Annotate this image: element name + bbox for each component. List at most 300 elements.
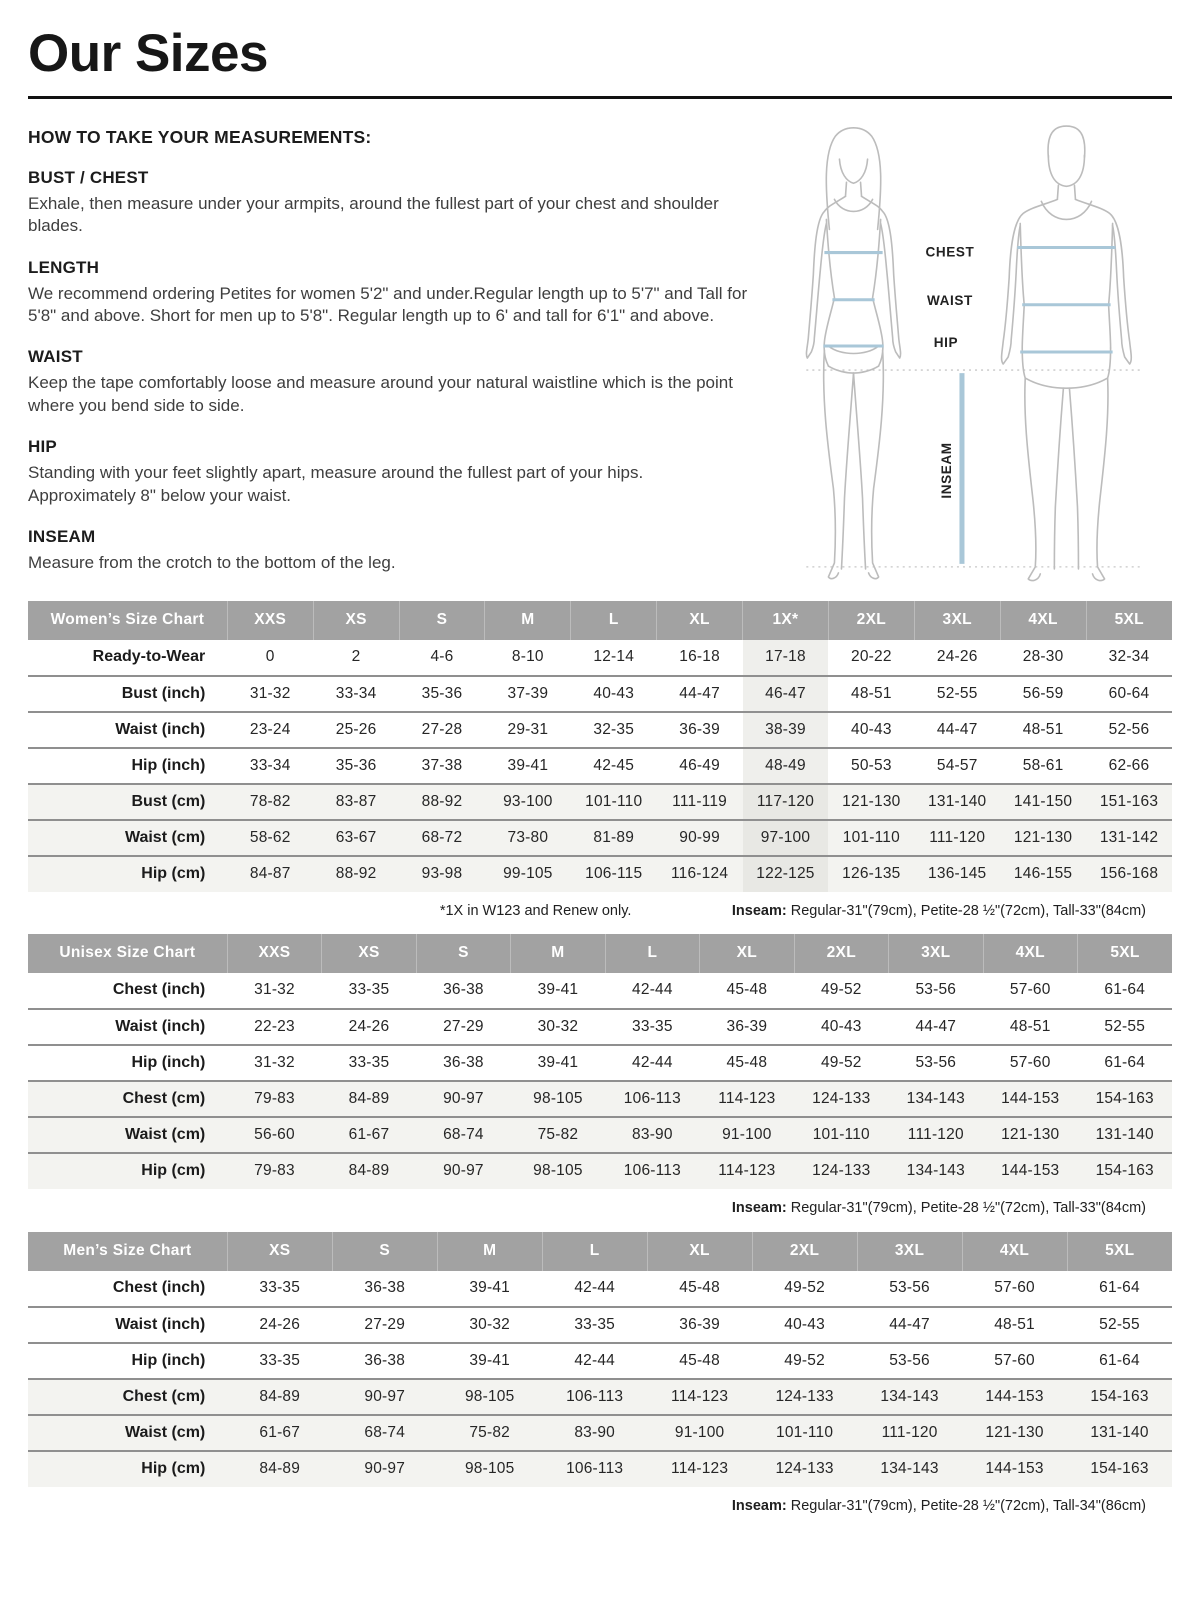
size-cell: 114-123	[700, 1153, 794, 1189]
size-cell: 62-66	[1086, 748, 1172, 784]
table-row	[28, 820, 1172, 856]
size-cell: 40-43	[752, 1307, 857, 1343]
size-cell: 75-82	[437, 1415, 542, 1451]
size-cell: 20-22	[851, 648, 892, 666]
men-inseam-note	[732, 1498, 1172, 1514]
size-cell: 37-38	[399, 748, 485, 784]
size-cell: 38-39	[743, 712, 829, 748]
size-cell: 90-97	[416, 1153, 510, 1189]
size-cell: 57-60	[983, 1045, 1077, 1081]
section-heading: INSEAM	[28, 527, 96, 547]
man-torso-right	[1109, 223, 1113, 348]
size-cell: 101-110	[828, 820, 914, 856]
size-cell: 97-100	[743, 820, 829, 856]
inseam-note-text: Regular-31"(79cm), Petite-28 ½"(72cm), Tall-34"(86cm)	[786, 1497, 1146, 1514]
size-cell: 78-82	[227, 784, 313, 820]
hip-label: HIP	[933, 334, 959, 350]
inseam-note-text: Regular-31"(79cm), Petite-28 ½"(72cm), Tall-33"(84cm)	[786, 902, 1146, 919]
table-row	[28, 676, 1172, 712]
column-header: 5XL	[1077, 934, 1172, 973]
size-cell: 98-105	[437, 1451, 542, 1487]
section-waist	[28, 347, 773, 417]
column-header: 4XL	[962, 1232, 1067, 1271]
size-cell: 144-153	[962, 1379, 1067, 1415]
size-cell: 44-47	[657, 676, 743, 712]
size-cell: 68-72	[399, 820, 485, 856]
size-cell: 44-47	[857, 1307, 962, 1343]
section-heading: HIP	[28, 437, 57, 457]
table-row	[28, 1081, 1172, 1117]
row-label: Waist (inch)	[28, 1307, 227, 1343]
man-left-arm	[1002, 199, 1058, 364]
size-cell: 61-67	[322, 1117, 416, 1153]
size-cell: 61-64	[1099, 1279, 1140, 1297]
size-cell: 131-140	[1067, 1415, 1172, 1451]
table-row	[28, 1343, 1172, 1379]
row-label: Chest (cm)	[28, 1379, 227, 1415]
size-cell: 83-87	[313, 784, 399, 820]
size-cell: 56-60	[227, 1117, 321, 1153]
size-cell: 50-53	[828, 748, 914, 784]
size-cell: 40-43	[794, 1009, 888, 1045]
women-table-footnotes	[28, 903, 1172, 919]
size-cell: 90-97	[416, 1081, 510, 1117]
woman-left-leg-inner	[841, 373, 853, 569]
page-title: Our Sizes	[28, 24, 268, 83]
row-label: Hip (inch)	[28, 748, 227, 784]
size-cell: 154-163	[1077, 1153, 1172, 1189]
size-cell: 33-34	[227, 748, 313, 784]
size-cell: 106-113	[605, 1081, 699, 1117]
size-cell: 29-31	[485, 712, 571, 748]
size-cell: 53-56	[889, 1045, 983, 1081]
size-charts	[28, 601, 1172, 1514]
size-cell: 90-99	[657, 820, 743, 856]
size-cell: 30-32	[511, 1009, 605, 1045]
man-right-leg-outer	[1093, 378, 1108, 580]
size-cell: 45-48	[700, 1045, 794, 1081]
size-cell: 48-49	[743, 748, 829, 784]
size-cell: 81-89	[571, 820, 657, 856]
size-cell: 111-120	[914, 820, 1000, 856]
column-header: 3XL	[857, 1232, 962, 1271]
section-inseam	[28, 527, 773, 574]
size-cell: 98-105	[437, 1379, 542, 1415]
man-neck	[1057, 185, 1075, 199]
unisex-size-table	[28, 934, 1172, 1189]
column-header: 3XL	[914, 601, 1000, 640]
size-cell: 53-56	[889, 1279, 930, 1297]
table-row	[28, 712, 1172, 748]
size-cell: 124-133	[794, 1153, 888, 1189]
size-cell: 91-100	[647, 1415, 752, 1451]
size-cell: 57-60	[994, 1279, 1035, 1297]
size-cell: 93-100	[485, 784, 571, 820]
size-cell: 84-89	[227, 1379, 332, 1415]
column-header: 3XL	[889, 934, 983, 973]
size-cell: 111-119	[657, 784, 743, 820]
size-cell: 84-87	[227, 856, 313, 892]
size-cell: 101-110	[752, 1415, 857, 1451]
size-cell: 134-143	[889, 1081, 983, 1117]
size-cell: 121-130	[828, 784, 914, 820]
section-body: Exhale, then measure under your armpits, around the fullest part of your chest and shoulder blades.	[28, 193, 719, 236]
row-label: Hip (cm)	[28, 1451, 227, 1487]
size-cell: 49-52	[794, 1045, 888, 1081]
row-label: Waist (cm)	[28, 820, 227, 856]
size-cell: 40-43	[828, 712, 914, 748]
size-cell: 73-80	[485, 820, 571, 856]
size-cell: 121-130	[983, 1117, 1077, 1153]
size-cell: 90-97	[332, 1451, 437, 1487]
table-row	[28, 1451, 1172, 1487]
woman-left-leg-outer	[824, 350, 839, 579]
size-cell: 33-35	[542, 1307, 647, 1343]
size-cell: 106-115	[571, 856, 657, 892]
size-cell: 124-133	[752, 1451, 857, 1487]
size-cell: 44-47	[914, 712, 1000, 748]
size-cell: 88-92	[399, 784, 485, 820]
size-cell: 144-153	[983, 1081, 1077, 1117]
size-cell: 45-48	[726, 981, 768, 999]
size-cell: 144-153	[962, 1451, 1067, 1487]
column-header: 4XL	[983, 934, 1077, 973]
size-cell: 40-43	[571, 676, 657, 712]
size-cell: 61-64	[1077, 1045, 1172, 1081]
inseam-note-label: Inseam:	[731, 1199, 787, 1216]
size-cell: 32-35	[571, 712, 657, 748]
size-cell: 116-124	[657, 856, 743, 892]
size-cell: 42-45	[571, 748, 657, 784]
size-cell: 79-83	[227, 1153, 321, 1189]
woman-neckline	[834, 199, 872, 211]
size-cell: 93-98	[399, 856, 485, 892]
table-row	[28, 1009, 1172, 1045]
size-cell: 124-133	[794, 1081, 888, 1117]
man-right-leg-inner	[1069, 388, 1078, 569]
size-cell: 151-163	[1086, 784, 1172, 820]
size-cell: 32-34	[1108, 648, 1150, 666]
size-cell: 131-140	[914, 784, 1000, 820]
column-header: 2XL	[794, 934, 888, 973]
women-size-table	[28, 601, 1172, 892]
column-header: XS	[313, 601, 399, 640]
section-heading: BUST / CHEST	[28, 167, 149, 187]
column-header: S	[332, 1232, 437, 1271]
size-cell: 134-143	[857, 1451, 962, 1487]
size-cell: 33-35	[259, 1279, 301, 1297]
size-cell: 23-24	[227, 712, 313, 748]
body-measurement-illustration	[774, 119, 1164, 591]
size-cell: 24-26	[936, 648, 978, 666]
size-cell: 52-55	[914, 676, 1000, 712]
size-cell: 36-38	[364, 1279, 406, 1297]
size-cell: 90-97	[332, 1379, 437, 1415]
row-label: Hip (inch)	[28, 1343, 227, 1379]
size-cell: 42-44	[605, 1045, 699, 1081]
woman-face	[839, 159, 867, 183]
title-divider	[28, 96, 1172, 99]
row-label: Chest (cm)	[28, 1081, 227, 1117]
size-cell: 33-35	[227, 1343, 332, 1379]
table-row	[28, 1271, 1172, 1307]
column-header: XL	[700, 934, 794, 973]
chest-label: CHEST	[925, 244, 975, 260]
size-cell: 83-90	[605, 1117, 699, 1153]
size-cell: 121-130	[1000, 820, 1086, 856]
size-cell: 39-41	[469, 1279, 511, 1297]
section-bust-chest	[28, 168, 773, 238]
row-label: Chest (inch)	[112, 981, 206, 999]
woman-right-leg-outer	[869, 350, 884, 579]
man-face	[1048, 155, 1084, 186]
column-header: 5XL	[1086, 601, 1172, 640]
column-header: M	[511, 934, 605, 973]
size-cell: 121-130	[962, 1415, 1067, 1451]
size-cell: 79-83	[227, 1081, 321, 1117]
column-header: 2XL	[828, 601, 914, 640]
man-torso-left	[1020, 223, 1024, 348]
size-cell: 98-105	[511, 1153, 605, 1189]
column-header: M	[485, 601, 571, 640]
size-cell: 124-133	[752, 1379, 857, 1415]
instructions-heading: HOW TO TAKE YOUR MEASUREMENTS:	[28, 126, 372, 147]
size-cell: 56-59	[1000, 676, 1086, 712]
size-cell: 61-64	[1104, 981, 1146, 999]
size-cell: 31-32	[227, 676, 313, 712]
size-cell: 52-55	[1067, 1307, 1172, 1343]
size-cell: 27-28	[399, 712, 485, 748]
size-cell: 33-34	[313, 676, 399, 712]
section-hip	[28, 437, 773, 507]
size-cell: 36-38	[416, 1045, 510, 1081]
table-row	[28, 856, 1172, 892]
inseam-note-text: Regular-31"(79cm), Petite-28 ½"(72cm), Tall-33"(84cm)	[786, 1199, 1146, 1216]
intro-section	[28, 123, 1172, 591]
section-body: Standing with your feet slightly apart, measure around the fullest part of your hips. Approximately 8" below your waist.	[28, 463, 644, 505]
size-cell: 106-113	[542, 1451, 647, 1487]
column-header: 4XL	[1000, 601, 1086, 640]
section-body: Measure from the crotch to the bottom of the leg.	[28, 553, 396, 573]
column-header: XXS	[227, 601, 313, 640]
size-cell: 36-38	[332, 1343, 437, 1379]
size-cell: 31-32	[227, 1045, 321, 1081]
column-header: XS	[322, 934, 416, 973]
size-cell: 111-120	[889, 1117, 983, 1153]
size-cell: 154-163	[1077, 1081, 1172, 1117]
waist-label: WAIST	[926, 292, 973, 308]
size-cell: 4-6	[430, 648, 454, 666]
woman-torso-left	[824, 219, 834, 366]
size-cell: 48-51	[828, 676, 914, 712]
size-cell: 24-26	[227, 1307, 332, 1343]
size-cell: 134-143	[889, 1153, 983, 1189]
size-cell: 36-39	[647, 1307, 752, 1343]
row-label: Waist (inch)	[28, 1009, 227, 1045]
size-cell: 31-32	[254, 981, 295, 999]
column-header: XL	[657, 601, 743, 640]
table-row	[28, 1117, 1172, 1153]
table-row	[28, 1415, 1172, 1451]
size-cell: 42-44	[574, 1279, 615, 1297]
men-table-footnotes	[28, 1498, 1172, 1514]
column-header: L	[571, 601, 657, 640]
size-cell: 22-23	[227, 1009, 321, 1045]
size-cell: 84-89	[227, 1451, 332, 1487]
size-cell: 42-44	[542, 1343, 647, 1379]
size-cell: 68-74	[416, 1117, 510, 1153]
size-cell: 136-145	[914, 856, 1000, 892]
size-cell: 36-38	[443, 981, 484, 999]
size-cell: 39-41	[511, 1045, 605, 1081]
size-cell: 30-32	[437, 1307, 542, 1343]
size-cell: 58-61	[1000, 748, 1086, 784]
size-cell: 27-29	[332, 1307, 437, 1343]
row-label: Chest (inch)	[112, 1279, 206, 1297]
row-label: Waist (inch)	[28, 712, 227, 748]
table-row	[28, 1045, 1172, 1081]
size-cell: 53-56	[915, 981, 957, 999]
men-size-table	[28, 1232, 1172, 1487]
column-header: S	[399, 601, 485, 640]
inseam-note-label: Inseam:	[731, 902, 787, 919]
column-header: XXS	[227, 934, 321, 973]
size-cell: 12-14	[593, 648, 635, 666]
size-cell: 28-30	[1022, 648, 1064, 666]
size-cell: 98-105	[511, 1081, 605, 1117]
size-cell: 54-57	[914, 748, 1000, 784]
size-cell: 39-41	[485, 748, 571, 784]
size-cell: 45-48	[679, 1279, 720, 1297]
size-cell: 42-44	[632, 981, 673, 999]
column-header: L	[605, 934, 699, 973]
size-cell: 114-123	[700, 1081, 794, 1117]
table-row	[28, 1153, 1172, 1189]
size-cell: 111-120	[857, 1415, 962, 1451]
woman-hair	[826, 127, 880, 229]
size-cell: 52-55	[1077, 1009, 1172, 1045]
size-cell: 35-36	[399, 676, 485, 712]
size-cell: 114-123	[647, 1379, 752, 1415]
measurement-diagram	[774, 119, 1172, 591]
row-label: Hip (inch)	[28, 1045, 227, 1081]
size-cell: 49-52	[784, 1279, 825, 1297]
size-cell: 44-47	[889, 1009, 983, 1045]
size-cell: 122-125	[743, 856, 829, 892]
column-header: 1X*	[743, 601, 829, 640]
woman-bikini-line	[828, 366, 878, 373]
size-cell: 99-105	[485, 856, 571, 892]
size-cell: 39-41	[537, 981, 579, 999]
row-label: Waist (cm)	[28, 1415, 227, 1451]
man-left-leg-inner	[1054, 388, 1063, 569]
row-label: Hip (cm)	[28, 1153, 227, 1189]
column-header: 5XL	[1067, 1232, 1172, 1271]
size-cell: 84-89	[322, 1081, 416, 1117]
size-cell: 60-64	[1086, 676, 1172, 712]
table-row	[28, 640, 1172, 676]
table-row	[28, 1379, 1172, 1415]
size-cell: 16-18	[679, 648, 720, 666]
size-cell: 68-74	[332, 1415, 437, 1451]
size-cell: 37-39	[485, 676, 571, 712]
size-cell: 8-10	[511, 648, 544, 666]
unisex-inseam-note	[732, 1200, 1172, 1216]
size-cell: 45-48	[647, 1343, 752, 1379]
table-row	[28, 748, 1172, 784]
women-inseam-note	[732, 903, 1172, 919]
size-cell: 35-36	[313, 748, 399, 784]
row-label: Bust (cm)	[28, 784, 227, 820]
size-cell: 58-62	[227, 820, 313, 856]
size-cell: 154-163	[1067, 1379, 1172, 1415]
size-cell: 49-52	[820, 981, 862, 999]
size-cell: 48-51	[983, 1009, 1077, 1045]
section-body: Keep the tape comfortably loose and measure around your natural waistline which is the point where you bend side to side.	[28, 373, 733, 415]
size-cell: 146-155	[1000, 856, 1086, 892]
table-row	[28, 973, 1172, 1009]
size-cell: 126-135	[828, 856, 914, 892]
size-cell: 75-82	[511, 1117, 605, 1153]
column-header: L	[542, 1232, 647, 1271]
size-cell: 53-56	[857, 1343, 962, 1379]
table-row	[28, 784, 1172, 820]
size-cell: 83-90	[542, 1415, 647, 1451]
woman-figure	[806, 127, 900, 578]
size-cell: 33-35	[605, 1009, 699, 1045]
section-heading: LENGTH	[28, 257, 100, 277]
size-cell: 33-35	[348, 981, 390, 999]
size-cell: 144-153	[983, 1153, 1077, 1189]
size-cell: 57-60	[1009, 981, 1051, 999]
size-cell: 36-39	[657, 712, 743, 748]
size-cell: 48-51	[962, 1307, 1067, 1343]
size-cell: 141-150	[1000, 784, 1086, 820]
size-cell: 88-92	[313, 856, 399, 892]
size-cell: 61-64	[1067, 1343, 1172, 1379]
size-cell: 52-56	[1086, 712, 1172, 748]
table-title: Women’s Size Chart	[28, 601, 227, 640]
size-cell: 0	[265, 648, 275, 666]
size-cell: 106-113	[542, 1379, 647, 1415]
size-cell: 36-39	[700, 1009, 794, 1045]
size-cell: 101-110	[794, 1117, 888, 1153]
section-body: We recommend ordering Petites for women 5'2" and under.Regular length up to 5'7" and Tall for 5'8" and above. Short for men up to 5'8". Regular length up to 6' and tall for 6'1" and above.	[28, 283, 748, 325]
size-cell: 84-89	[322, 1153, 416, 1189]
man-figure	[1002, 126, 1132, 581]
size-cell: 25-26	[313, 712, 399, 748]
row-label: Ready-to-Wear	[92, 648, 206, 666]
size-cell: 48-51	[1000, 712, 1086, 748]
size-cell: 2	[351, 648, 361, 666]
man-right-arm	[1075, 199, 1131, 364]
size-cell: 17-18	[743, 640, 829, 676]
woman-torso-right	[873, 219, 883, 366]
size-cell: 134-143	[857, 1379, 962, 1415]
size-cell: 131-140	[1077, 1117, 1172, 1153]
column-header: 2XL	[752, 1232, 857, 1271]
size-cell: 114-123	[647, 1451, 752, 1487]
woman-neck	[845, 182, 861, 196]
row-label: Waist (cm)	[28, 1117, 227, 1153]
man-hair	[1048, 126, 1085, 157]
size-cell: 46-49	[657, 748, 743, 784]
man-shorts	[1022, 348, 1110, 388]
row-label: Bust (inch)	[28, 676, 227, 712]
inseam-note-label: Inseam:	[731, 1497, 787, 1514]
table-title: Men’s Size Chart	[28, 1232, 227, 1271]
table-row	[28, 1307, 1172, 1343]
